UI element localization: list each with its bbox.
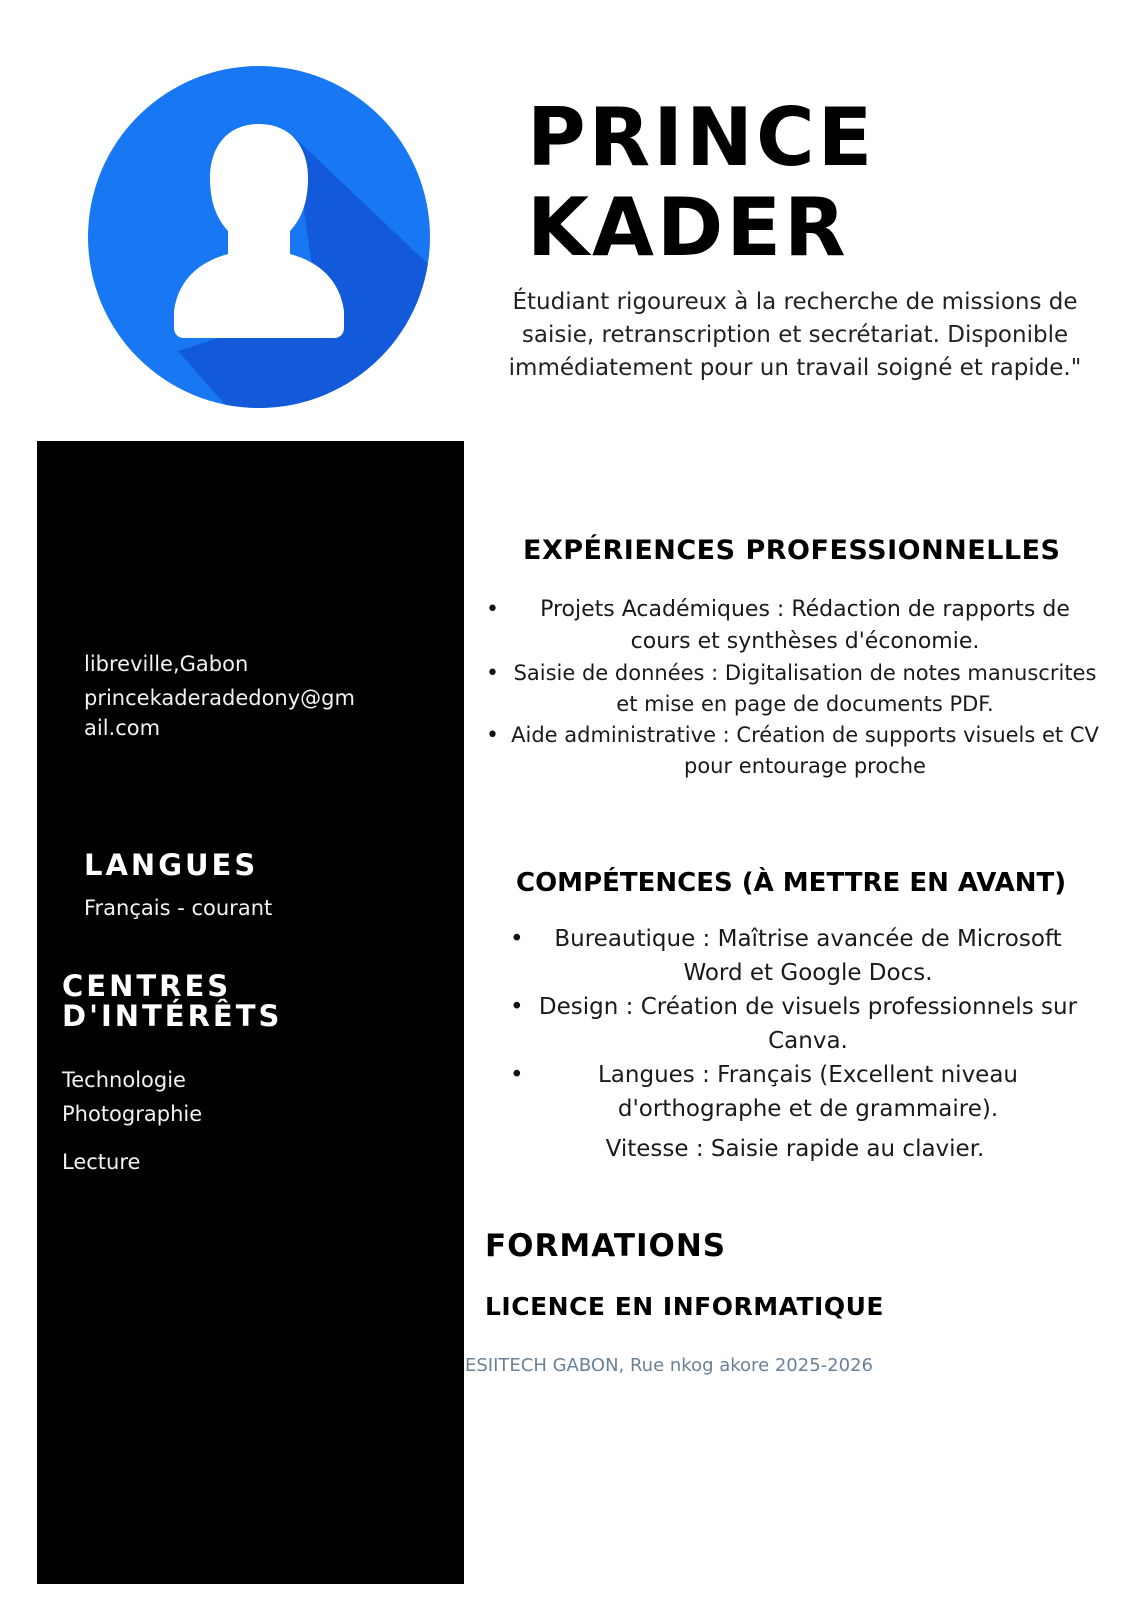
language-item: Français - courant xyxy=(84,896,273,920)
skills-extra: Vitesse : Saisie rapide au clavier. xyxy=(605,1136,985,1162)
interest-item: Lecture xyxy=(62,1150,141,1174)
name-first-line: PRINCE xyxy=(527,91,876,184)
experience-item: • Saisie de données : Digitalisation de notes manuscrites et mise en page de documents PDF. xyxy=(480,658,1100,720)
interests-heading-line1: CENTRES xyxy=(62,969,232,1003)
name-second-line: KADER xyxy=(527,181,849,274)
education-heading: FORMATIONS xyxy=(485,1228,727,1264)
skills-item: • Bureautique : Maîtrise avancée de Microsoft Word et Google Docs. xyxy=(510,922,1080,990)
languages-heading: LANGUES xyxy=(84,848,259,882)
education-school: ESIITECH GABON, Rue nkog akore 2025-2026 xyxy=(465,1355,873,1376)
interests-heading-line2: D'INTÉRÊTS xyxy=(62,999,283,1033)
skills-list xyxy=(510,922,1080,1126)
experience-item: • Projets Académiques : Rédaction de rapports de cours et synthèses d'économie. xyxy=(480,594,1100,658)
interest-item: Photographie xyxy=(62,1102,203,1126)
profile-summary: Étudiant rigoureux à la recherche de missions de saisie, retranscription et secrétariat. Disponible immédiatement pour un travail soigné et rapide." xyxy=(508,289,1082,381)
skills-heading: COMPÉTENCES (À METTRE EN AVANT) xyxy=(516,868,1067,898)
experience-item: • Aide administrative : Création de supports visuels et CV pour entourage proche xyxy=(480,720,1100,782)
avatar xyxy=(88,66,430,408)
experience-list xyxy=(480,594,1100,782)
education-degree: LICENCE EN INFORMATIQUE xyxy=(485,1292,884,1321)
experience-heading: EXPÉRIENCES PROFESSIONNELLES xyxy=(523,535,1061,566)
contact-email-line1: princekaderadedony@gm xyxy=(84,686,355,710)
skills-item: • Langues : Français (Excellent niveau d'orthographe et de grammaire). xyxy=(510,1058,1080,1126)
skills-item: • Design : Création de visuels professionnels sur Canva. xyxy=(510,990,1080,1058)
contact-email-line2: ail.com xyxy=(84,716,161,740)
interest-item: Technologie xyxy=(62,1068,186,1092)
contact-location: libreville,Gabon xyxy=(84,652,249,676)
